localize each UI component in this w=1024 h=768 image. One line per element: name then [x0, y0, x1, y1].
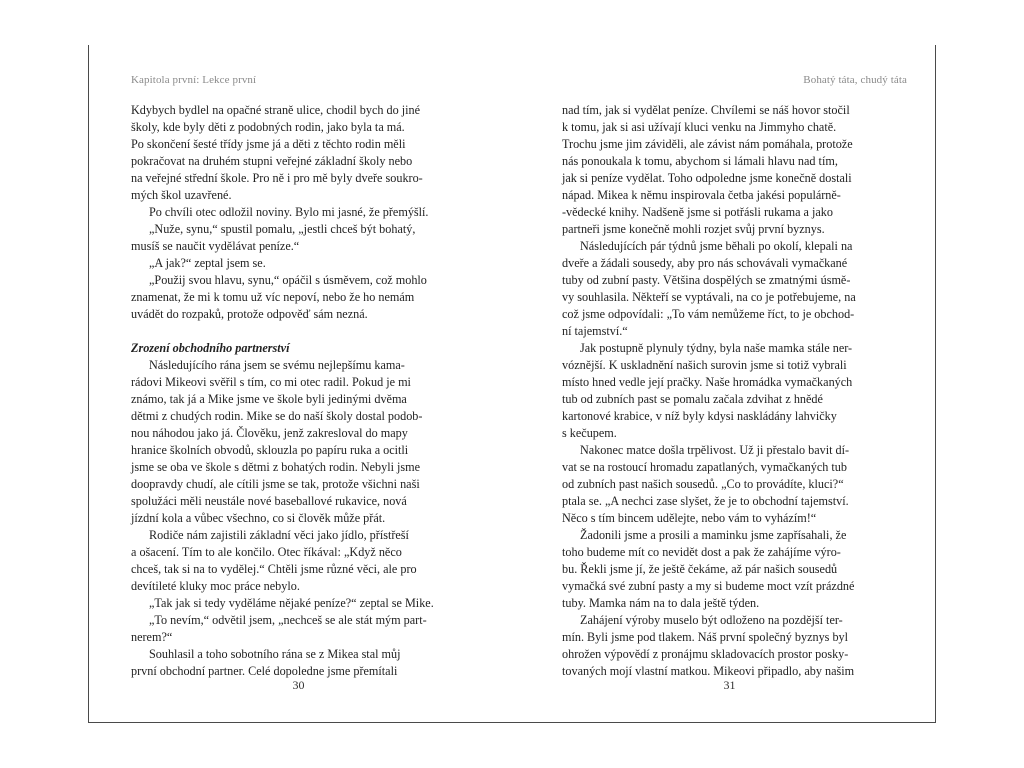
text-line: chceš, tak si na to vydělej.“ Chtěli jsme různé věci, ale pro — [131, 562, 417, 576]
text-line: Nakonec matce došla trpělivost. Už ji přestalo bavit dí- — [580, 443, 850, 457]
text-line: „Tak jak si tedy vyděláme nějaké peníze?“ zeptal se Mike. — [149, 596, 434, 610]
text-line: vat se na rostoucí hromadu zapatlaných, vymačkaných tub — [562, 460, 847, 474]
text-line: nás ponoukala k tomu, abychom si lámali hlavu nad tím, — [562, 154, 838, 168]
text-line: vóznější. K uskladnění našich surovin jsme si totiž vybrali — [562, 358, 847, 372]
text-line: ptala se. „A nechci zase slyšet, že je to obchodní tajemství. — [562, 494, 849, 508]
text-line — [131, 323, 466, 340]
text-line: Po skončení šesté třídy jsme já a děti z těchto rodin měli — [131, 137, 406, 151]
text-line: partneři jsme konečně mohli rozjet svůj první byznys. — [562, 222, 825, 236]
running-header-left: Kapitola první: Lekce první — [131, 74, 257, 86]
section-heading: Zrození obchodního partnerství — [131, 341, 290, 355]
text-line: což jsme odpovídali: „To vám nemůžeme říct, to je obchod- — [562, 307, 855, 321]
text-line: ohrožen výpovědí z pronájmu skladovacích prostor posky- — [562, 647, 849, 661]
text-line: mých škol uzavřené. — [131, 188, 232, 202]
text-line: musíš se naučit vydělávat peníze.“ — [131, 239, 300, 253]
text-line: Souhlasil a toho sobotního rána se z Mikea stal můj — [149, 647, 401, 661]
text-line: školy, kde byly děti z podobných rodin, jako byla ta má. — [131, 120, 405, 134]
book-spread — [88, 45, 936, 723]
text-line: doopravdy chudí, ale cítili jsme se tak, protože všichni naši — [131, 477, 420, 491]
right-page — [562, 45, 907, 723]
text-line: „To nevím,“ odvětil jsem, „nechceš se ale stát mým part- — [149, 613, 427, 627]
text-line: tub od zubních past se pomalu začala zdvihat z hnědé — [562, 392, 823, 406]
text-line: s kečupem. — [562, 426, 617, 440]
text-line: uvádět do rozpaků, protože odpověď sám nezná. — [131, 307, 368, 321]
text-line: vy souhlasila. Někteří se vyptávali, na co je potřebujeme, na — [562, 290, 856, 304]
text-line: devítileté kluky moc práce nebylo. — [131, 579, 300, 593]
text-line: Po chvíli otec odložil noviny. Bylo mi jasné, že přemýšlí. — [149, 205, 429, 219]
text-line: a ošacení. Tím to ale končilo. Otec říkával: „Když něco — [131, 545, 402, 559]
text-line: ní tajemství.“ — [562, 324, 628, 338]
text-line: Rodiče nám zajistili základní věci jako jídlo, přístřeší — [149, 528, 409, 542]
text-line: nad tím, jak si vydělat peníze. Chvílemi se náš hovor stočil — [562, 103, 850, 117]
text-line: toho budeme mít co nevidět dost a pak že zahájíme výro- — [562, 545, 841, 559]
text-line: Trochu jsme jim záviděli, ale závist nám pomáhala, protože — [562, 137, 853, 151]
text-line: místo hned vedle její pračky. Naše hromádka vymačkaných — [562, 375, 853, 389]
text-line: kartonové krabice, v níž byly kdysi naskládány lahvičky — [562, 409, 837, 423]
left-page — [131, 45, 466, 723]
text-line: od zubních past našich sousedů. „Co to provádíte, kluci?“ — [562, 477, 844, 491]
text-line: jak si peníze vydělat. Toho odpoledne jsme konečně dostali — [562, 171, 852, 185]
text-line: rádovi Mikeovi svěřil s tím, co mi otec radil. Pokud je mi — [131, 375, 411, 389]
right-page-body — [562, 102, 897, 680]
text-line: znamenat, že mi k tomu už víc nepoví, nebo že ho nemám — [131, 290, 415, 304]
text-line: Následujícího rána jsem se svému nejlepšímu kama- — [149, 358, 405, 372]
text-line: -vědecké knihy. Nadšeně jsme si potřásli rukama a jako — [562, 205, 833, 219]
text-line: známo, tak já a Mike jsme ve škole byli jedinými dvěma — [131, 392, 407, 406]
text-line: spolužáci měli neustále nové baseballové rukavice, nová — [131, 494, 407, 508]
text-line: první obchodní partner. Celé dopoledne jsme přemítali — [131, 664, 398, 678]
text-line: dětmi z chudých rodin. Mike se do naší školy dostal podob- — [131, 409, 423, 423]
text-line: Kdybych bydlel na opačné straně ulice, chodil bych do jiné — [131, 103, 421, 117]
text-line: vymačká své zubní pasty a my si budeme moct vzít prázdné — [562, 579, 855, 593]
text-line: tuby od zubní pasty. Většina dospělých se zmatnými úsmě- — [562, 273, 851, 287]
page-number-left: 30 — [292, 678, 305, 692]
text-line: „Nuže, synu,“ spustil pomalu, „jestli chceš být bohatý, — [149, 222, 416, 236]
text-line: jsme se oba ve škole s dětmi z bohatých rodin. Nebyli jsme — [131, 460, 421, 474]
text-line: „Použij svou hlavu, synu,“ opáčil s úsměvem, což mohlo — [149, 273, 427, 287]
page-number-right: 31 — [723, 678, 736, 692]
running-header-right: Bohatý táta, chudý táta — [803, 74, 907, 86]
text-line: Jak postupně plynuly týdny, byla naše mamka stále ner- — [580, 341, 853, 355]
text-line: nerem?“ — [131, 630, 173, 644]
text-line: tuby. Mamka nám na to dala ještě týden. — [562, 596, 760, 610]
left-page-body — [131, 102, 466, 680]
text-line: Žadonili jsme a prosili a maminku jsme zapřísahali, že — [580, 528, 847, 542]
text-line: na veřejné střední škole. Pro ně i pro mě byly dveře soukro- — [131, 171, 423, 185]
text-line: Něco s tím bincem udělejte, nebo vám to vyházím!“ — [562, 511, 817, 525]
text-line: pokračovat na druhém stupni veřejné základní školy nebo — [131, 154, 413, 168]
text-line: tovaných mojí vlastní matkou. Mikeovi připadlo, aby našim — [562, 664, 855, 678]
text-line: dveře a žádali sousedy, aby pro nás schovávali vymačkané — [562, 256, 848, 270]
text-line: Zahájení výroby muselo být odloženo na pozdější ter- — [580, 613, 843, 627]
text-line: „A jak?“ zeptal jsem se. — [149, 256, 266, 270]
text-line: Následujících pár týdnů jsme běhali po okolí, klepali na — [580, 239, 853, 253]
text-line: k tomu, jak si asi užívají kluci venku na Jimmyho chatě. — [562, 120, 837, 134]
text-line: jízdní kola a vůbec všechno, co si člověk může přát. — [131, 511, 386, 525]
text-line: mín. Byli jsme pod tlakem. Náš první společný byznys byl — [562, 630, 849, 644]
text-line: nou náhodou jako já. Člověku, jenž zakresloval do mapy — [131, 426, 408, 440]
text-line: bu. Řekli jsme jí, že ještě čekáme, až pár našich sousedů — [562, 562, 838, 576]
text-line: nápad. Mikea k němu inspirovala četba jakési populárně- — [562, 188, 841, 202]
text-line: hranice školních obvodů, sklouzla po papíru ruka a ocitli — [131, 443, 409, 457]
